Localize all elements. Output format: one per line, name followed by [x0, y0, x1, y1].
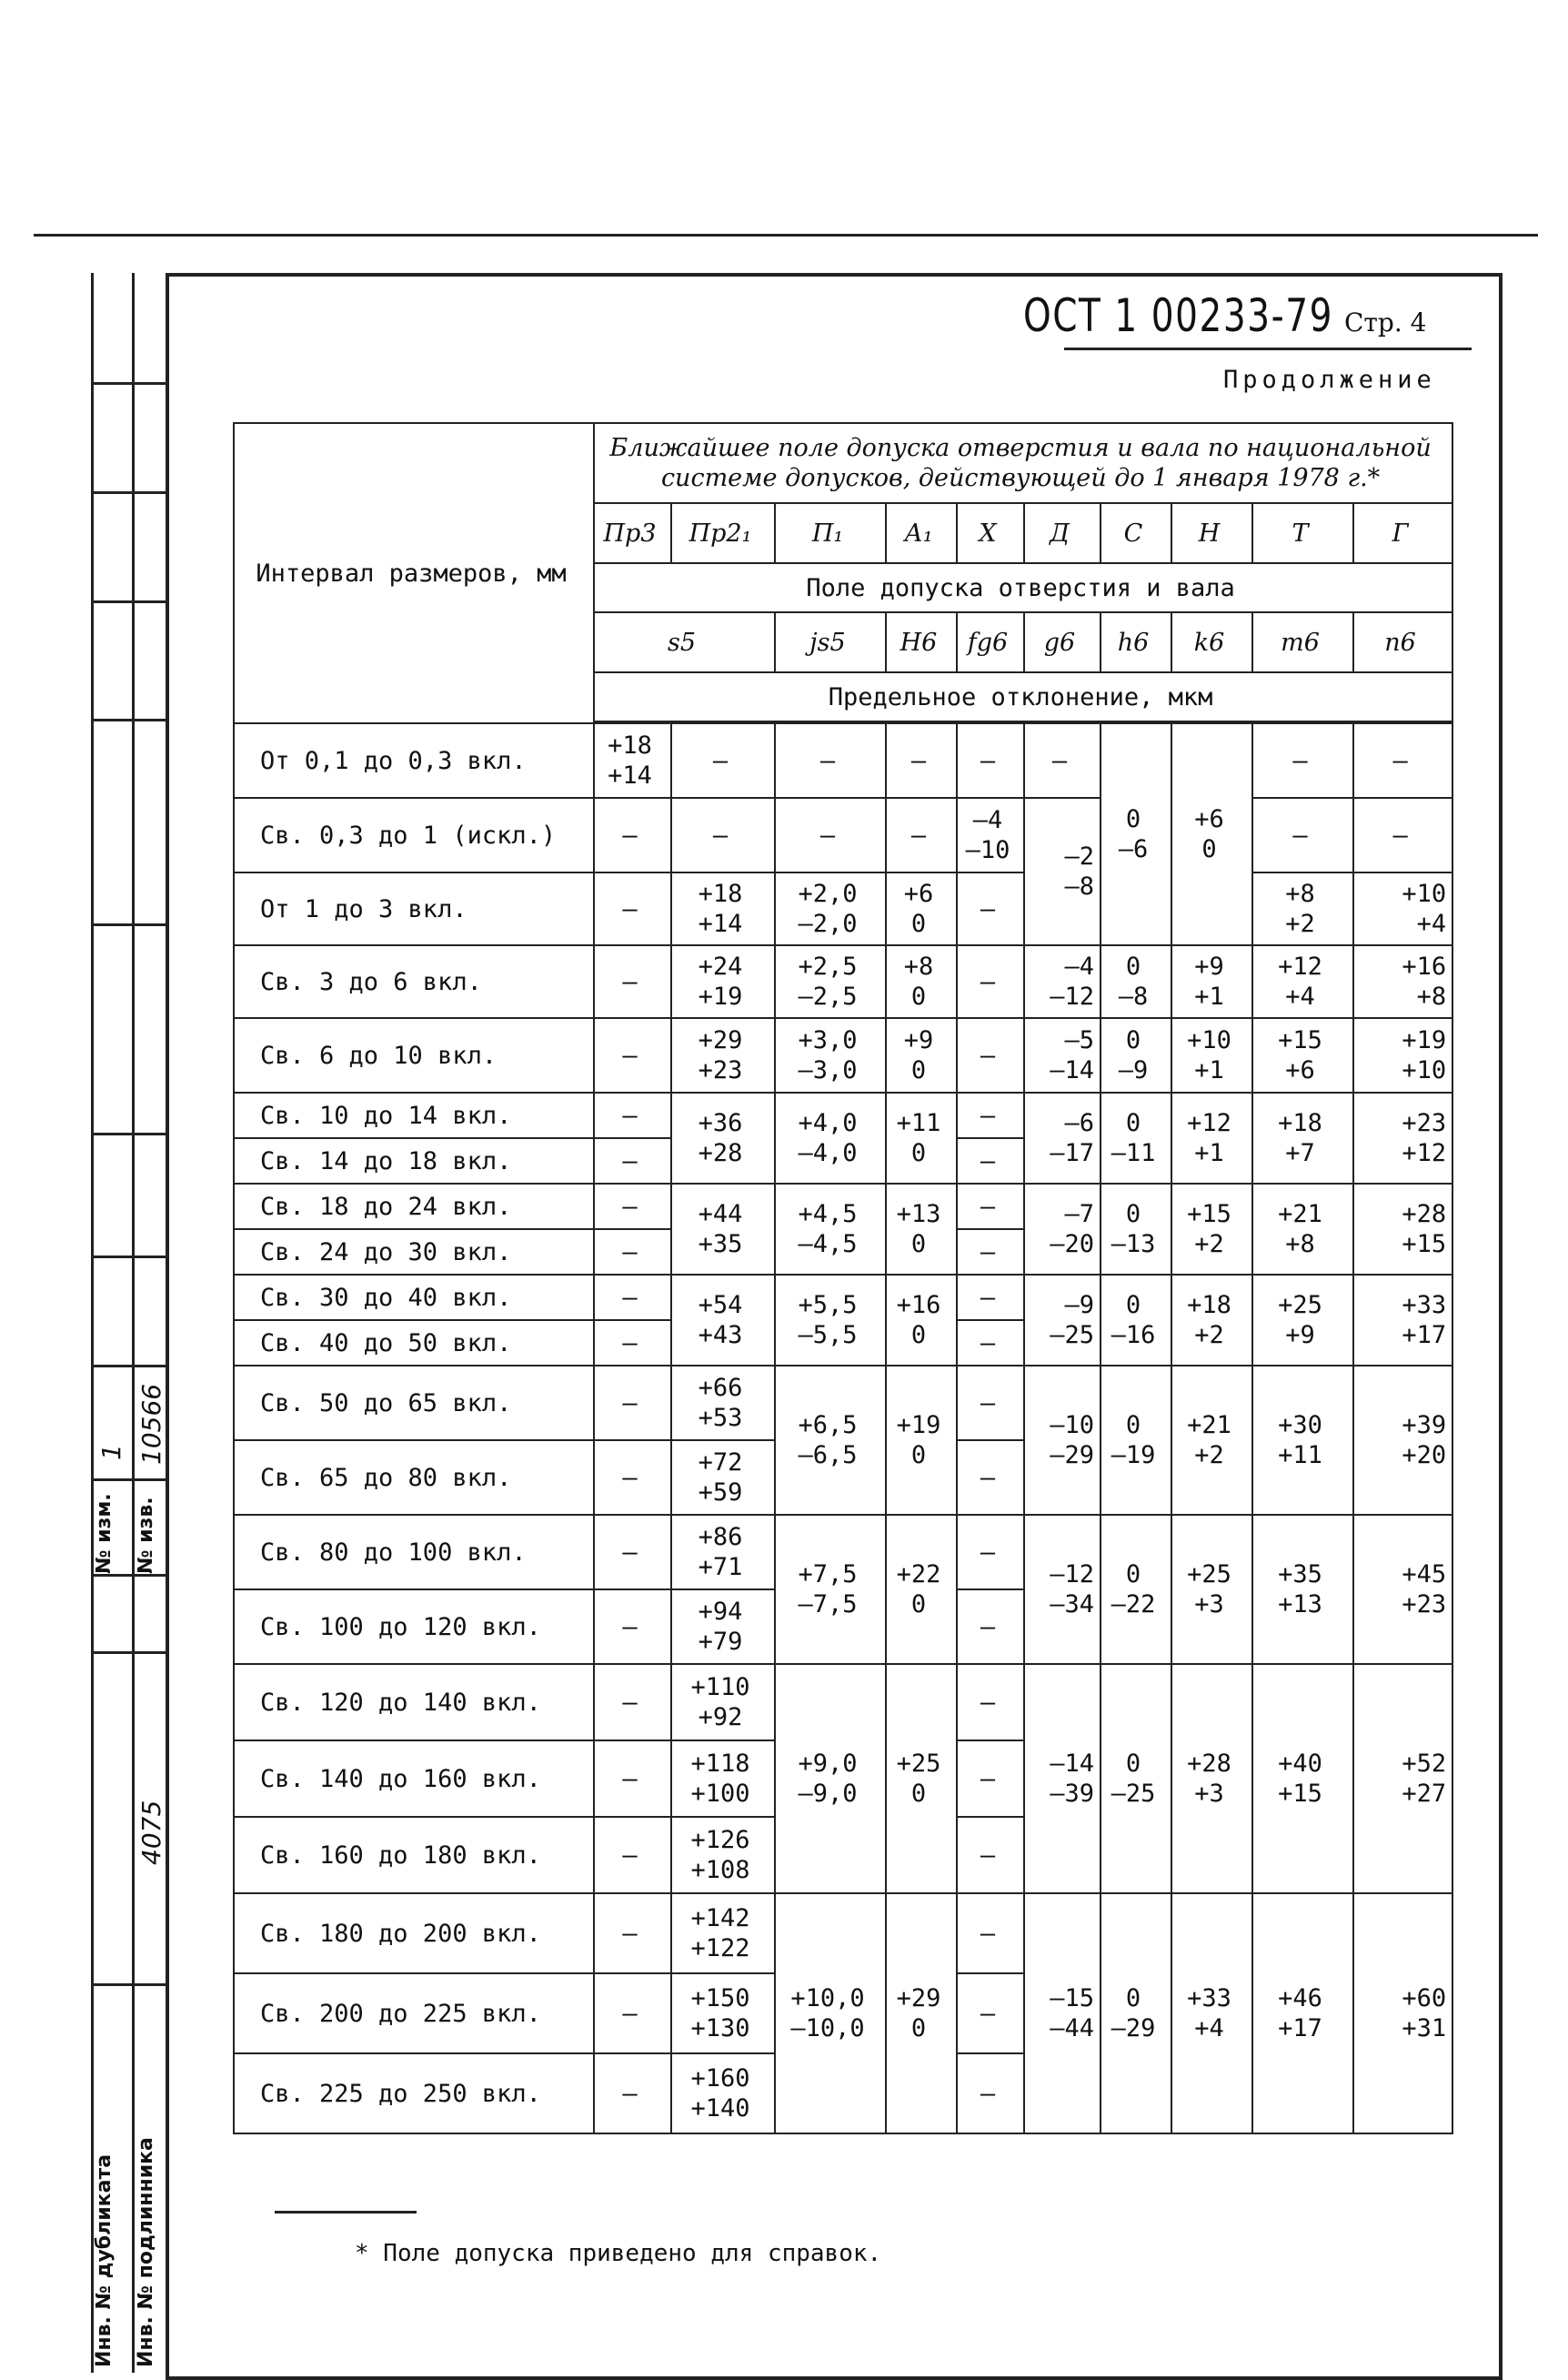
cell-fg6: –: [957, 1320, 1024, 1366]
cell-pr3: –: [594, 1184, 671, 1229]
cell-pr21: +24 +19: [671, 945, 775, 1018]
iso-field-1: js5: [775, 612, 886, 672]
footnote-rule: [275, 2211, 417, 2214]
sidebar-rule: [91, 1983, 166, 1986]
cell-pr21: +86 +71: [671, 1515, 775, 1589]
table-row: [234, 1093, 1452, 1138]
row-label: Св. 100 до 120 вкл.: [234, 1589, 594, 1664]
cell-js5: +2,0 –2,0: [775, 872, 886, 945]
cell-pr3: –: [594, 1893, 671, 1973]
izv-label: № изв.: [135, 1497, 157, 1574]
sidebar-rule: [91, 1574, 166, 1577]
cell-pr3: –: [594, 1973, 671, 2053]
row-label: Св. 50 до 65 вкл.: [234, 1366, 594, 1440]
cell-n6: +60 +31: [1353, 1893, 1452, 2133]
cell-h6: 0 –16: [1101, 1275, 1171, 1366]
cell-n6: +45 +23: [1353, 1515, 1452, 1664]
page-number: Стр. 4: [1344, 308, 1427, 338]
cell-pr3: –: [594, 1229, 671, 1275]
table-row: [234, 798, 1452, 872]
cell-fg6: –: [957, 1366, 1024, 1440]
cell-g6: –12 –34: [1024, 1515, 1101, 1664]
cell-h6: 0 –22: [1101, 1515, 1171, 1664]
footnote: * Поле допуска приведено для справок.: [355, 2240, 882, 2267]
cell-m6: +35 +13: [1252, 1515, 1353, 1664]
cell-m6: +15 +6: [1252, 1018, 1353, 1093]
cell-js5: +4,0 –4,0: [775, 1093, 886, 1184]
cell-k6: +6 0: [1171, 723, 1252, 945]
cell-pr21: +29 +23: [671, 1018, 775, 1093]
sidebar-divider: [132, 273, 135, 2373]
row-label: Св. 200 до 225 вкл.: [234, 1973, 594, 2053]
iso-field-s5: s5: [594, 612, 775, 672]
old-field-6: С: [1101, 503, 1171, 563]
cell-h6: 0 –8: [1101, 945, 1171, 1018]
cell-fg6: –: [957, 1229, 1024, 1275]
row-label: Св. 140 до 160 вкл.: [234, 1740, 594, 1817]
cell-H6: +29 0: [886, 1893, 957, 2133]
cell-m6: +21 +8: [1252, 1184, 1353, 1275]
cell-H6: –: [886, 798, 957, 872]
row-label: Св. 180 до 200 вкл.: [234, 1893, 594, 1973]
cell-H6: +16 0: [886, 1275, 957, 1366]
cell-n6: +28 +15: [1353, 1184, 1452, 1275]
cell-pr21: +142 +122: [671, 1893, 775, 1973]
old-field-2: П₁: [775, 503, 886, 563]
cell-fg6: –: [957, 1740, 1024, 1817]
row-label: Св. 30 до 40 вкл.: [234, 1275, 594, 1320]
cell-n6: +23 +12: [1353, 1093, 1452, 1184]
cell-js5: +6,5 –6,5: [775, 1366, 886, 1515]
row-label: Св. 40 до 50 вкл.: [234, 1320, 594, 1366]
cell-h6: 0 –13: [1101, 1184, 1171, 1275]
cell-k6: +9 +1: [1171, 945, 1252, 1018]
cell-g6: –7 –20: [1024, 1184, 1101, 1275]
cell-fg6: –: [957, 1817, 1024, 1893]
cell-h6: 0 –25: [1101, 1664, 1171, 1893]
cell-fg6: –: [957, 1973, 1024, 2053]
cell-k6: +28 +3: [1171, 1664, 1252, 1893]
cell-pr21: +118 +100: [671, 1740, 775, 1817]
sidebar-rule: [91, 1133, 166, 1135]
izm-label: № изм.: [93, 1493, 116, 1574]
cell-m6: +8 +2: [1252, 872, 1353, 945]
cell-pr3: –: [594, 1664, 671, 1740]
old-field-3: А₁: [886, 503, 957, 563]
cell-m6: +18 +7: [1252, 1093, 1353, 1184]
cell-fg6: –: [957, 1093, 1024, 1138]
cell-h6: 0 –29: [1101, 1893, 1171, 2133]
cell-pr3: –: [594, 1440, 671, 1515]
cell-js5: +3,0 –3,0: [775, 1018, 886, 1093]
podl-label: Инв. № подлинника: [135, 2137, 157, 2367]
cell-js5: +2,5 –2,5: [775, 945, 886, 1018]
old-field-4: Х: [957, 503, 1024, 563]
fit-caption: Поле допуска отверстия и вала: [594, 563, 1452, 612]
cell-n6: +10 +4: [1353, 872, 1452, 945]
cell-pr21: +94 +79: [671, 1589, 775, 1664]
cell-pr21: +36 +28: [671, 1093, 775, 1184]
izm-value: 1: [96, 1444, 126, 1460]
iso-field-2: H6: [886, 612, 957, 672]
cell-pr3: –: [594, 945, 671, 1018]
cell-n6: +52 +27: [1353, 1664, 1452, 1893]
cell-fg6: –: [957, 1893, 1024, 1973]
cell-pr3: –: [594, 1093, 671, 1138]
cell-g6: –2 –8: [1024, 798, 1101, 945]
sidebar-rule: [91, 600, 166, 603]
iso-field-4: g6: [1024, 612, 1101, 672]
table-row: [234, 1366, 1452, 1440]
cell-n6: –: [1353, 798, 1452, 872]
cell-fg6: –: [957, 723, 1024, 798]
cell-fg6: –: [957, 1589, 1024, 1664]
old-field-1: Пр2₁: [671, 503, 775, 563]
iso-field-5: h6: [1101, 612, 1171, 672]
cell-H6: +25 0: [886, 1664, 957, 1893]
cell-pr3: –: [594, 1589, 671, 1664]
cell-h6: 0 –9: [1101, 1018, 1171, 1093]
table-row: [234, 872, 1452, 945]
cell-H6: –: [886, 723, 957, 798]
cell-js5: +4,5 –4,5: [775, 1184, 886, 1275]
cell-fg6: –: [957, 1275, 1024, 1320]
cell-h6: 0 –19: [1101, 1366, 1171, 1515]
cell-n6: +19 +10: [1353, 1018, 1452, 1093]
cell-pr21: +160 +140: [671, 2053, 775, 2133]
iso-field-6: k6: [1171, 612, 1252, 672]
old-field-9: Г: [1353, 503, 1452, 563]
cell-k6: +10 +1: [1171, 1018, 1252, 1093]
cell-n6: +39 +20: [1353, 1366, 1452, 1515]
cell-fg6: –: [957, 1138, 1024, 1184]
cell-pr3: +18 +14: [594, 723, 671, 798]
cell-H6: +19 0: [886, 1366, 957, 1515]
cell-g6: –5 –14: [1024, 1018, 1101, 1093]
cell-pr3: –: [594, 798, 671, 872]
old-field-8: Т: [1252, 503, 1353, 563]
cell-pr3: –: [594, 1018, 671, 1093]
dubl-label: Инв. № дубликата: [93, 2153, 116, 2367]
row-label: Св. 120 до 140 вкл.: [234, 1664, 594, 1740]
cell-pr3: –: [594, 1817, 671, 1893]
cell-pr21: +66 +53: [671, 1366, 775, 1440]
row-label: От 0,1 до 0,3 вкл.: [234, 723, 594, 798]
sidebar-rule: [91, 1256, 166, 1258]
cell-pr21: –: [671, 723, 775, 798]
cell-pr21: +54 +43: [671, 1275, 775, 1366]
old-field-0: Пр3: [594, 503, 671, 563]
cell-js5: +5,5 –5,5: [775, 1275, 886, 1366]
cell-H6: +9 0: [886, 1018, 957, 1093]
interval-header: Интервал размеров, мм: [234, 423, 594, 723]
sidebar-rule: [91, 719, 166, 721]
cell-js5: +10,0 –10,0: [775, 1893, 886, 2133]
cell-k6: +18 +2: [1171, 1275, 1252, 1366]
cell-fg6: –: [957, 872, 1024, 945]
old-system-caption: Ближайшее поле допуска отверстия и вала по национальной системе допусков, действующей до 1 января 1978 г.*: [594, 423, 1452, 503]
iso-field-3: fg6: [957, 612, 1024, 672]
sidebar-rule: [91, 1365, 166, 1367]
cell-fg6: –: [957, 2053, 1024, 2133]
row-label: Св. 3 до 6 вкл.: [234, 945, 594, 1018]
cell-H6: +22 0: [886, 1515, 957, 1664]
cell-g6: –6 –17: [1024, 1093, 1101, 1184]
cell-k6: +25 +3: [1171, 1515, 1252, 1664]
tolerance-table: [233, 422, 1453, 2134]
row-label: Св. 80 до 100 вкл.: [234, 1515, 594, 1589]
sidebar-strip: [91, 273, 168, 2373]
row-label: Св. 6 до 10 вкл.: [234, 1018, 594, 1093]
sidebar-rule: [91, 382, 166, 385]
cell-n6: –: [1353, 723, 1452, 798]
cell-fg6: –: [957, 1184, 1024, 1229]
cell-pr21: +110 +92: [671, 1664, 775, 1740]
podl-value: 4075: [136, 1800, 166, 1865]
cell-k6: +15 +2: [1171, 1184, 1252, 1275]
continuation-label: Продолжение: [1223, 366, 1436, 394]
cell-pr3: –: [594, 1320, 671, 1366]
table-row: [234, 1664, 1452, 1740]
cell-m6: +46 +17: [1252, 1893, 1353, 2133]
row-label: Св. 65 до 80 вкл.: [234, 1440, 594, 1515]
cell-g6: –9 –25: [1024, 1275, 1101, 1366]
cell-g6: –10 –29: [1024, 1366, 1101, 1515]
cell-js5: –: [775, 723, 886, 798]
cell-H6: +8 0: [886, 945, 957, 1018]
cell-H6: +13 0: [886, 1184, 957, 1275]
cell-pr3: –: [594, 1275, 671, 1320]
cell-fg6: –: [957, 1515, 1024, 1589]
cell-h6: 0 –6: [1101, 723, 1171, 945]
table-row: [234, 1893, 1452, 1973]
row-label: Св. 24 до 30 вкл.: [234, 1229, 594, 1275]
row-label: Св. 225 до 250 вкл.: [234, 2053, 594, 2133]
cell-H6: +6 0: [886, 872, 957, 945]
cell-fg6: –: [957, 1440, 1024, 1515]
row-label: Св. 18 до 24 вкл.: [234, 1184, 594, 1229]
table-row: [234, 723, 1452, 798]
cell-g6: –: [1024, 723, 1101, 798]
cell-g6: –15 –44: [1024, 1893, 1101, 2133]
standard-number: ОСТ 1 00233-79: [1023, 289, 1333, 342]
cell-m6: +30 +11: [1252, 1366, 1353, 1515]
cell-pr3: –: [594, 1740, 671, 1817]
cell-H6: +11 0: [886, 1093, 957, 1184]
row-label: От 1 до 3 вкл.: [234, 872, 594, 945]
row-label: Св. 0,3 до 1 (искл.): [234, 798, 594, 872]
sidebar-rule: [91, 1651, 166, 1654]
cell-k6: +33 +4: [1171, 1893, 1252, 2133]
table-row: [234, 1184, 1452, 1229]
row-label: Св. 10 до 14 вкл.: [234, 1093, 594, 1138]
header-underline: [1064, 348, 1472, 350]
cell-h6: 0 –11: [1101, 1093, 1171, 1184]
sidebar-rule: [91, 491, 166, 494]
cell-pr3: –: [594, 2053, 671, 2133]
cell-pr3: –: [594, 1366, 671, 1440]
old-field-7: Н: [1171, 503, 1252, 563]
iso-field-8: n6: [1353, 612, 1452, 672]
cell-g6: –14 –39: [1024, 1664, 1101, 1893]
cell-m6: +40 +15: [1252, 1664, 1353, 1893]
iso-field-7: m6: [1252, 612, 1353, 672]
cell-js5: +7,5 –7,5: [775, 1515, 886, 1664]
cell-n6: +33 +17: [1353, 1275, 1452, 1366]
cell-pr3: –: [594, 1138, 671, 1184]
cell-m6: +12 +4: [1252, 945, 1353, 1018]
table-row: [234, 1515, 1452, 1589]
cell-m6: –: [1252, 723, 1353, 798]
cell-pr21: +150 +130: [671, 1973, 775, 2053]
deviation-caption: Предельное отклонение, мкм: [594, 672, 1452, 721]
old-field-5: Д: [1024, 503, 1101, 563]
cell-pr21: +18 +14: [671, 872, 775, 945]
cell-m6: +25 +9: [1252, 1275, 1353, 1366]
table-row: [234, 945, 1452, 1018]
cell-fg6: –4 –10: [957, 798, 1024, 872]
izv-value: 10566: [136, 1383, 166, 1465]
cell-fg6: –: [957, 1018, 1024, 1093]
cell-k6: +12 +1: [1171, 1093, 1252, 1184]
cell-pr3: –: [594, 872, 671, 945]
cell-pr21: –: [671, 798, 775, 872]
row-label: Св. 160 до 180 вкл.: [234, 1817, 594, 1893]
sidebar-rule: [91, 923, 166, 926]
cell-fg6: –: [957, 1664, 1024, 1740]
cell-pr21: +126 +108: [671, 1817, 775, 1893]
cell-g6: –4 –12: [1024, 945, 1101, 1018]
cell-m6: –: [1252, 798, 1353, 872]
cell-js5: –: [775, 798, 886, 872]
table-row: [234, 1275, 1452, 1320]
cell-fg6: –: [957, 945, 1024, 1018]
cell-pr21: +44 +35: [671, 1184, 775, 1275]
cell-k6: +21 +2: [1171, 1366, 1252, 1515]
cell-n6: +16 +8: [1353, 945, 1452, 1018]
cell-js5: +9,0 –9,0: [775, 1664, 886, 1893]
sidebar-rule: [91, 1478, 166, 1481]
cell-pr3: –: [594, 1515, 671, 1589]
row-label: Св. 14 до 18 вкл.: [234, 1138, 594, 1184]
cell-pr21: +72 +59: [671, 1440, 775, 1515]
table-row: [234, 1018, 1452, 1093]
